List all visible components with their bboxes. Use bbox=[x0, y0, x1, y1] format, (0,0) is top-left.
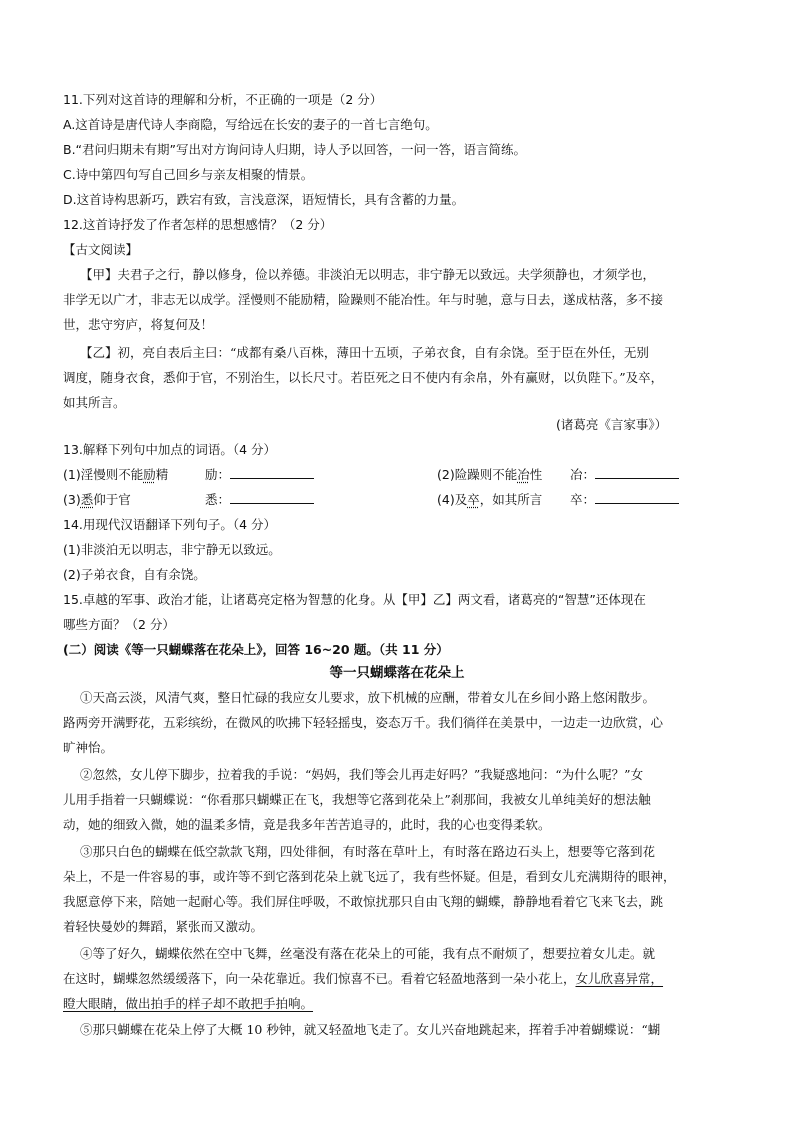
q13-item-text: 及 bbox=[454, 492, 468, 507]
q13-word-label: 卒： bbox=[570, 492, 596, 507]
q13-item-text: ，如其所言 bbox=[479, 492, 543, 507]
q14-item-2: (2)子弟衣食，自有余饶。 bbox=[63, 567, 206, 582]
essay-title: 等一只蝴蝶落在花朵上 bbox=[329, 665, 465, 681]
q13-item-text: 险躁则不能 bbox=[454, 467, 518, 482]
q14-stem: 14.用现代汉语翻译下列句子。（4 分） bbox=[63, 517, 277, 532]
q13-stem: 13.解释下列句中加点的词语。（4 分） bbox=[63, 442, 277, 457]
q13-answer-4 bbox=[570, 490, 679, 510]
yi-line-2: 调度，随身衣食，悉仰于官，不别治生，以长尺寸。若臣死之日不使内有余帛，外有赢财，以负陛下。”及卒， bbox=[63, 370, 664, 385]
q13-answer-3 bbox=[205, 490, 314, 510]
essay-p3-line-1: ③那只白色的蝴蝶在低空款款飞翔，四处徘徊，有时落在草叶上，有时落在路边石头上，想要等它落到花 bbox=[80, 844, 656, 859]
jia-line-2: 非学无以广才，非志无以成学。淫慢则不能励精，险躁则不能冶性。年与时驰，意与日去，遂成枯落，多不接 bbox=[63, 292, 664, 307]
q13-item-2 bbox=[437, 465, 542, 485]
q11-option-b: B.“君问归期未有期”写出对方询问诗人归期，诗人予以回答，一问一答，语言简练。 bbox=[63, 142, 527, 157]
q15-line-1: 15.卓越的军事、政治才能，让诸葛亮定格为智慧的化身。从【甲】乙】两文看，诸葛亮的“智慧”还体现在 bbox=[63, 592, 646, 607]
essay-p3-line-4: 着轻快曼妙的舞蹈，紧张而又激动。 bbox=[63, 919, 264, 934]
essay-text: 在这时，蝴蝶忽然缓缓落下，向一朵花靠近。我们惊喜不已。看着它轻盈地落到一朵小花上， bbox=[63, 971, 576, 986]
answer-blank[interactable] bbox=[595, 465, 679, 479]
q13-answer-2 bbox=[570, 465, 679, 485]
essay-p2-line-2: 儿用手指着一只蝴蝶说：“你看那只蝴蝶正在飞，我想等它落到花朵上”刹那间，我被女儿单纯美好的想法触 bbox=[63, 792, 651, 807]
underlined-sentence: 女儿欣喜异常， bbox=[575, 971, 664, 986]
answer-blank[interactable] bbox=[230, 490, 314, 504]
essay-p4-line-1: ④等了好久，蝴蝶依然在空中飞舞，丝毫没有落在花朵上的可能，我有点不耐烦了，想要拉着女儿走。就 bbox=[80, 946, 656, 961]
q11-stem: 11.下列对这首诗的理解和分析，不正确的一项是（2 分） bbox=[63, 92, 383, 107]
yi-line-1: 【乙】初，亮自表后主曰：“成都有桑八百株，薄田十五顷，子弟衣食，自有余饶。至于臣在外任，无别 bbox=[80, 345, 649, 360]
q13-dotted-word: 卒 bbox=[467, 492, 480, 507]
q13-item-text: 精 bbox=[155, 467, 169, 482]
q13-item-text: 性 bbox=[529, 467, 543, 482]
q13-item-1 bbox=[63, 465, 168, 485]
jia-line-1: 【甲】夫君子之行，静以修身，俭以养德。非淡泊无以明志，非宁静无以致远。夫学须静也，才须学也， bbox=[80, 267, 656, 282]
underlined-sentence-end: 瞪大眼睛，做出拍手的样子却不敢把手拍响。 bbox=[63, 996, 314, 1011]
q13-dotted-word: 励 bbox=[143, 467, 156, 482]
classical-source: (诸葛亮《言家事》） bbox=[556, 417, 668, 432]
q13-word-label: 励： bbox=[205, 467, 231, 482]
q13-item-number: (4) bbox=[437, 492, 455, 507]
q13-item-text: 仰于官 bbox=[93, 492, 131, 507]
q13-word-label: 悉： bbox=[205, 492, 231, 507]
q13-item-4 bbox=[437, 490, 542, 510]
essay-p2-line-1: ②忽然，女儿停下脚步，拉着我的手说：“妈妈，我们等会儿再走好吗？”我疑惑地问：“为什么呢？”女 bbox=[80, 767, 644, 782]
essay-p1-line-3: 旷神怡。 bbox=[63, 740, 114, 755]
q11-option-c: C.诗中第四句写自己回乡与亲友相聚的情景。 bbox=[63, 167, 314, 182]
q13-answer-1 bbox=[205, 465, 314, 485]
essay-p2-line-3: 动，她的细致入微，她的温柔多情，竟是我多年苦苦追寻的，此时，我的心也变得柔软。 bbox=[63, 817, 551, 832]
q13-item-number: (3) bbox=[63, 492, 81, 507]
essay-p1-line-2: 路两旁开满野花，五彩缤纷，在微风的吹拂下轻轻摇曳，姿态万千。我们徜徉在美景中，一边走一边欣赏，心 bbox=[63, 715, 664, 730]
answer-blank[interactable] bbox=[230, 465, 314, 479]
q11-option-d: D.这首诗构思新巧，跌宕有致，言浅意深，语短情长，具有含蓄的力量。 bbox=[63, 192, 465, 207]
q15-line-2: 哪些方面？（2 分） bbox=[63, 617, 175, 632]
q11-option-a: A.这首诗是唐代诗人李商隐，写给远在长安的妻子的一首七言绝句。 bbox=[63, 117, 438, 132]
q13-item-number: (1) bbox=[63, 467, 81, 482]
essay-p3-line-2: 朵上，不是一件容易的事，或许等不到它落到花朵上就飞远了，我有些怀疑。但是，看到女儿充满期待的眼神， bbox=[63, 869, 676, 884]
q13-item-text: 淫慢则不能 bbox=[80, 467, 144, 482]
q13-dotted-word: 悉 bbox=[80, 492, 94, 507]
essay-p4-line-2 bbox=[63, 969, 663, 989]
q13-item-3 bbox=[63, 490, 131, 510]
essay-p3-line-3: 我愿意停下来，陪她一起耐心等。我们屏住呼吸，不敢惊扰那只自由飞翔的蝴蝶，静静地看着它飞来飞去，跳 bbox=[63, 894, 664, 909]
classical-heading: 【古文阅读】 bbox=[63, 242, 139, 257]
essay-p1-line-1: ①天高云淡，风清气爽，整日忙碌的我应女儿要求，放下机械的应酬，带着女儿在乡间小路上悠闲散步。 bbox=[80, 690, 656, 705]
q14-item-1: (1)非淡泊无以明志，非宁静无以致远。 bbox=[63, 542, 281, 557]
answer-blank[interactable] bbox=[595, 490, 679, 504]
essay-p5-line-1: ⑤那只蝴蝶在花朵上停了大概 10 秒钟，就又轻盈地飞走了。女儿兴奋地跳起来，挥着手冲着蝴蝶说：“蝴 bbox=[80, 1022, 661, 1037]
q13-word-label: 冶： bbox=[570, 467, 596, 482]
yi-line-3: 如其所言。 bbox=[63, 395, 126, 410]
q12-stem: 12.这首诗抒发了作者怎样的思想感情？（2 分） bbox=[63, 217, 333, 232]
q13-item-number: (2) bbox=[437, 467, 455, 482]
jia-line-3: 世，悲守穷庐，将复何及！ bbox=[63, 317, 214, 332]
section2-heading: (二）阅读《等一只蝴蝶落在花朵上》，回答 16~20 题。（共 11 分） bbox=[63, 642, 449, 657]
q13-dotted-word: 冶 bbox=[517, 467, 530, 482]
